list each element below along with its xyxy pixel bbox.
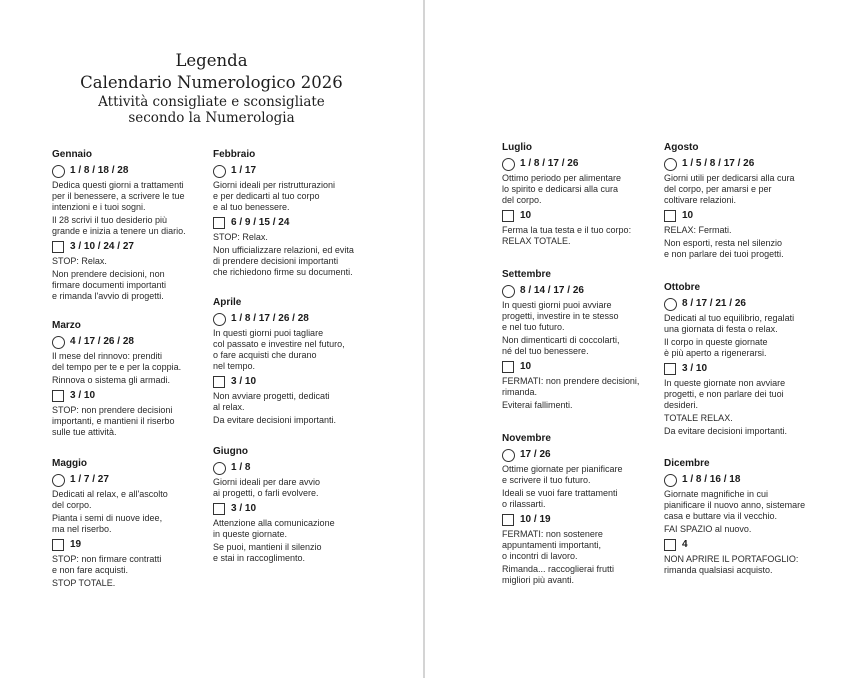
description-text: RELAX: Fermati. (664, 225, 732, 235)
days-list: 10 (520, 210, 532, 221)
days-row (664, 157, 822, 171)
recommended-days-entry (502, 157, 660, 206)
month-giugno (213, 446, 371, 567)
days-row (213, 216, 371, 230)
days-list: 4 / 17 / 26 / 28 (70, 336, 134, 347)
days-row (213, 461, 371, 475)
days-list: 10 / 19 (520, 514, 551, 525)
square-icon (664, 539, 676, 551)
month-name: Maggio (52, 458, 87, 469)
circle-icon (213, 462, 226, 475)
subtitle-line-2: secondo la Numerologia (128, 110, 295, 126)
description-text: Ideali se vuoi fare trattamenti o rilassarti. (502, 488, 618, 509)
days-list: 3 / 10 (231, 376, 257, 387)
circle-icon (502, 285, 515, 298)
square-icon (52, 390, 64, 402)
month-febbraio (213, 149, 371, 281)
description-text: In questi giorni puoi avviare progetti, investire in te stesso e nel tuo futuro. (502, 300, 619, 332)
days-row (213, 164, 371, 178)
description-text: Giorni ideali per ristrutturazioni e per dedicarti al tuo corpo e al tuo benessere. (213, 180, 336, 212)
discouraged-days-entry (502, 209, 660, 247)
days-row (502, 209, 660, 223)
square-icon (664, 363, 676, 375)
square-icon (213, 217, 225, 229)
subtitle-line-1: Attività consigliate e sconsigliate (98, 94, 325, 110)
days-row (52, 538, 210, 552)
month-settembre (502, 269, 660, 414)
circle-icon (664, 158, 677, 171)
description-text: Pianta i semi di nuove idee, ma nel riserbo. (52, 513, 163, 534)
days-list: 4 (682, 539, 688, 550)
description-text: Non esporti, resta nel silenzio e non parlare dei tuoi progetti. (664, 238, 784, 259)
description-text: Rimanda... raccoglierai frutti migliori più avanti. (502, 564, 615, 585)
days-list: 6 / 9 / 15 / 24 (231, 217, 290, 228)
legend-subtitle (0, 94, 423, 126)
days-list: 1 / 8 / 16 / 18 (682, 474, 741, 485)
description-text: STOP TOTALE. (52, 578, 116, 588)
discouraged-days-entry (664, 538, 822, 576)
days-row (213, 375, 371, 389)
square-icon (502, 210, 514, 222)
days-list: 1 / 7 / 27 (70, 474, 109, 485)
month-name: Luglio (502, 142, 532, 153)
legend-title (0, 50, 423, 94)
recommended-days-entry (502, 284, 660, 357)
description-text: Giorni utili per dedicarsi alla cura del corpo, per amarsi e per coltivare relazioni. (664, 173, 795, 205)
description-text: Ottime giornate per pianificare e scrivere il tuo futuro. (502, 464, 623, 485)
recommended-days-entry (52, 164, 210, 237)
month-luglio (502, 142, 660, 250)
month-ottobre (664, 282, 822, 440)
circle-icon (52, 474, 65, 487)
discouraged-days-entry (213, 216, 371, 278)
month-name: Marzo (52, 320, 81, 331)
square-icon (502, 361, 514, 373)
description-text: Attenzione alla comunicazione in queste giornate. (213, 518, 335, 539)
month-name: Agosto (664, 142, 699, 153)
description-text: Non avviare progetti, dedicati al relax. (213, 391, 330, 412)
days-row (213, 502, 371, 516)
discouraged-days-entry (664, 362, 822, 437)
days-list: 1 / 8 / 17 / 26 / 28 (231, 313, 309, 324)
recommended-days-entry (502, 448, 660, 510)
description-text: STOP: non firmare contratti e non fare acquisti. (52, 554, 162, 575)
description-text: STOP: Relax. (52, 256, 107, 266)
circle-icon (52, 336, 65, 349)
days-list: 3 / 10 (682, 363, 708, 374)
days-row (502, 157, 660, 171)
month-aprile (213, 297, 371, 429)
month-novembre (502, 433, 660, 589)
days-list: 3 / 10 (70, 390, 96, 401)
month-name: Giugno (213, 446, 248, 457)
month-dicembre (664, 458, 822, 579)
description-text: Il 28 scrivi il tuo desiderio più grande e inizia a tenere un diario. (52, 215, 186, 236)
description-text: In questi giorni puoi tagliare col passato e investire nel futuro, o fare acquisti che durano nel tempo. (213, 328, 345, 371)
circle-icon (52, 165, 65, 178)
days-list: 3 / 10 (231, 503, 257, 514)
days-row (52, 164, 210, 178)
days-row (502, 513, 660, 527)
circle-icon (213, 313, 226, 326)
days-list: 1 / 8 (231, 462, 251, 473)
days-row (664, 473, 822, 487)
square-icon (52, 539, 64, 551)
square-icon (664, 210, 676, 222)
discouraged-days-entry (664, 209, 822, 260)
description-text: Il corpo in queste giornate è più aperto a rigenerarsi. (664, 337, 768, 358)
recommended-days-entry (664, 297, 822, 359)
discouraged-days-entry (213, 375, 371, 426)
month-name: Settembre (502, 269, 551, 280)
description-text: Dedicati al relax, e all'ascolto del corpo. (52, 489, 168, 510)
description-text: FAI SPAZIO al nuovo. (664, 524, 752, 534)
discouraged-days-entry (213, 502, 371, 564)
circle-icon (213, 165, 226, 178)
days-list: 1 / 17 (231, 165, 257, 176)
description-text: In queste giornate non avviare progetti, e non parlare dei tuoi desideri. (664, 378, 786, 410)
days-row (52, 240, 210, 254)
discouraged-days-entry (52, 538, 210, 589)
title-line-2: Calendario Numerologico 2026 (80, 73, 343, 92)
month-gennaio (52, 149, 210, 305)
recommended-days-entry (52, 335, 210, 386)
description-text: TOTALE RELAX. (664, 413, 733, 423)
description-text: FERMATI: non sostenere appuntamenti importanti, o incontri di lavoro. (502, 529, 603, 561)
description-text: Ottimo periodo per alimentare lo spirito e dedicarsi alla cura del corpo. (502, 173, 622, 205)
days-row (52, 389, 210, 403)
days-row (502, 448, 660, 462)
circle-icon (502, 449, 515, 462)
days-list: 8 / 17 / 21 / 26 (682, 298, 746, 309)
days-row (664, 362, 822, 376)
days-row (664, 538, 822, 552)
days-list: 3 / 10 / 24 / 27 (70, 241, 134, 252)
month-name: Dicembre (664, 458, 710, 469)
description-text: Non prendere decisioni, non firmare documenti importanti e rimanda l'avvio di progetti. (52, 269, 167, 301)
month-name: Aprile (213, 297, 242, 308)
description-text: Dedica questi giorni a trattamenti per il benessere, a scrivere le tue intenzioni e i tuoi sogni. (52, 180, 185, 212)
description-text: Giorni ideali per dare avvio ai progetti, o farli evolvere. (213, 477, 321, 498)
description-text: Giornate magnifiche in cui pianificare il nuovo anno, sistemare casa e buttare via il vecchio. (664, 489, 806, 521)
days-row (52, 335, 210, 349)
days-row (213, 312, 371, 326)
month-marzo (52, 320, 210, 441)
recommended-days-entry (52, 473, 210, 535)
description-text: Dedicati al tuo equilibrio, regalati una giornata di festa o relax. (664, 313, 795, 334)
month-name: Ottobre (664, 282, 701, 293)
days-row (664, 209, 822, 223)
square-icon (213, 376, 225, 388)
days-list: 10 (520, 361, 532, 372)
description-text: Non dimenticarti di coccolarti, né del tuo benessere. (502, 335, 620, 356)
description-text: Da evitare decisioni importanti. (664, 426, 788, 436)
description-text: Eviterai fallimenti. (502, 400, 573, 410)
recommended-days-entry (213, 461, 371, 499)
days-list: 19 (70, 539, 82, 550)
description-text: FERMATI: non prendere decisioni, rimanda. (502, 376, 640, 397)
discouraged-days-entry (52, 389, 210, 438)
days-list: 1 / 5 / 8 / 17 / 26 (682, 158, 755, 169)
discouraged-days-entry (502, 513, 660, 586)
days-row (502, 360, 660, 374)
days-list: 10 (682, 210, 694, 221)
square-icon (213, 503, 225, 515)
description-text: Ferma la tua testa e il tuo corpo: RELAX TOTALE. (502, 225, 632, 246)
month-maggio (52, 458, 210, 592)
description-text: Non ufficializzare relazioni, ed evita di prendere decisioni importanti che richiedono firme su documenti. (213, 245, 354, 277)
recommended-days-entry (213, 312, 371, 372)
circle-icon (664, 474, 677, 487)
days-list: 1 / 8 / 18 / 28 (70, 165, 129, 176)
days-row (52, 473, 210, 487)
days-list: 8 / 14 / 17 / 26 (520, 285, 584, 296)
description-text: Da evitare decisioni importanti. (213, 415, 337, 425)
recommended-days-entry (664, 157, 822, 206)
days-row (664, 297, 822, 311)
discouraged-days-entry (502, 360, 660, 411)
description-text: STOP: non prendere decisioni importanti, e mantieni il riserbo sulle tue attività. (52, 405, 175, 437)
month-name: Novembre (502, 433, 551, 444)
circle-icon (502, 158, 515, 171)
description-text: Se puoi, mantieni il silenzio e stai in raccoglimento. (213, 542, 322, 563)
days-row (502, 284, 660, 298)
description-text: STOP: Relax. (213, 232, 268, 242)
circle-icon (664, 298, 677, 311)
days-list: 1 / 8 / 17 / 26 (520, 158, 579, 169)
days-list: 17 / 26 (520, 449, 551, 460)
square-icon (502, 514, 514, 526)
square-icon (52, 241, 64, 253)
recommended-days-entry (213, 164, 371, 213)
description-text: Il mese del rinnovo: prenditi del tempo per te e per la coppia. (52, 351, 182, 372)
description-text: Rinnova o sistema gli armadi. (52, 375, 171, 385)
month-name: Febbraio (213, 149, 256, 160)
title-line-1: Legenda (175, 51, 248, 70)
month-agosto (664, 142, 822, 263)
discouraged-days-entry (52, 240, 210, 302)
description-text: NON APRIRE IL PORTAFOGLIO: rimanda qualsiasi acquisto. (664, 554, 799, 575)
month-name: Gennaio (52, 149, 93, 160)
recommended-days-entry (664, 473, 822, 535)
